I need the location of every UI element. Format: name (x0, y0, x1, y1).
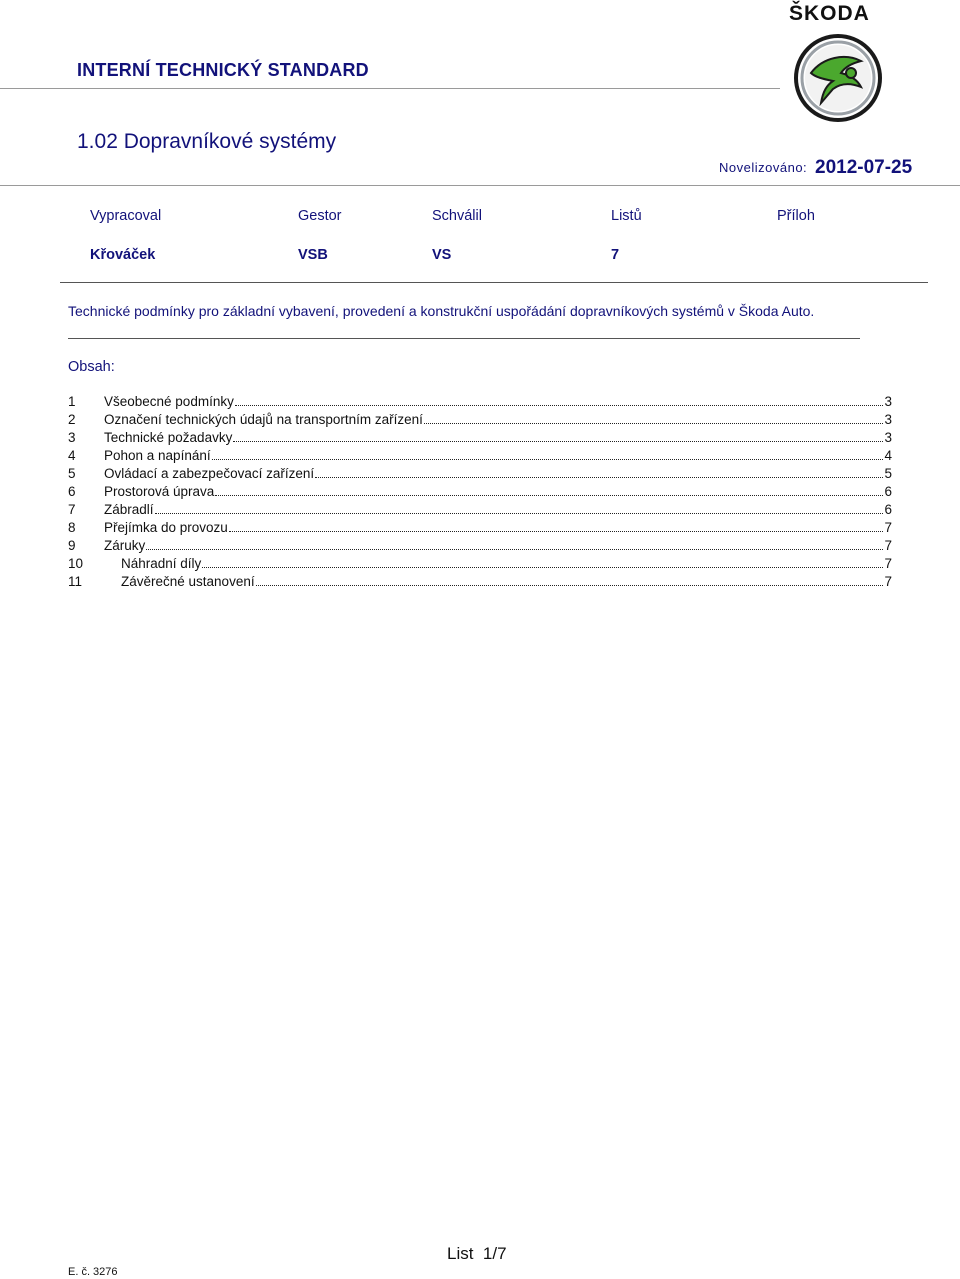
toc-item-title: Všeobecné podmínky (104, 394, 234, 409)
toc-item-title: Závěrečné ustanovení (121, 574, 255, 589)
toc-leader (235, 405, 884, 406)
toc-leader (146, 549, 883, 550)
toc-item[interactable] (68, 502, 892, 520)
page-title: 1.02 Dopravníkové systémy (77, 130, 337, 153)
toc-item[interactable] (68, 394, 892, 412)
toc-item-page: 7 (884, 574, 892, 589)
info-value-author: Křováček (90, 247, 156, 263)
toc-item-page: 3 (884, 394, 892, 409)
info-value-gestor: VSB (298, 247, 328, 263)
toc-item-number: 5 (68, 466, 76, 481)
toc-item-page: 7 (884, 538, 892, 553)
toc-item[interactable] (68, 556, 892, 574)
toc-heading: Obsah: (68, 359, 115, 375)
toc-leader (424, 423, 884, 424)
toc-item-page: 3 (884, 412, 892, 427)
toc-item[interactable] (68, 574, 892, 592)
toc-leader (155, 513, 884, 514)
toc-leader (315, 477, 883, 478)
toc-item-page: 7 (884, 520, 892, 535)
toc-item-number: 1 (68, 394, 76, 409)
info-header-author: Vypracoval (90, 208, 162, 224)
header-divider (0, 88, 780, 89)
info-divider (60, 282, 928, 283)
record-number: E. č. 3276 (68, 1266, 118, 1278)
toc-leader (202, 567, 883, 568)
info-value-approved: VS (432, 247, 452, 263)
toc-item[interactable] (68, 466, 892, 484)
toc-item[interactable] (68, 520, 892, 538)
page-counter: List 1/7 (447, 1244, 507, 1263)
brand-wordmark: ŠKODA (789, 2, 870, 25)
toc-item-page: 5 (884, 466, 892, 481)
info-header-attachments: Příloh (777, 208, 815, 224)
toc-item-number: 4 (68, 448, 76, 463)
toc-item[interactable] (68, 484, 892, 502)
toc-leader (215, 495, 883, 496)
toc-item-number: 8 (68, 520, 76, 535)
toc-item-number: 3 (68, 430, 76, 445)
toc-leader (256, 585, 884, 586)
toc-item-page: 3 (884, 430, 892, 445)
toc-item-title: Záruky (104, 538, 146, 553)
toc-item-title: Zábradlí (104, 502, 154, 517)
toc-item-title: Prostorová úprava (104, 484, 215, 499)
info-header-approved: Schválil (432, 208, 482, 224)
toc-item-page: 4 (884, 448, 892, 463)
toc-item-title: Ovládací a zabezpečovací zařízení (104, 466, 315, 481)
table-of-contents (68, 394, 892, 592)
toc-item-number: 7 (68, 502, 76, 517)
toc-leader (229, 531, 884, 532)
toc-item-number: 2 (68, 412, 76, 427)
toc-leader (212, 459, 884, 460)
revised-label: Novelizováno: (719, 160, 808, 175)
toc-item-title: Technické požadavky (104, 430, 233, 445)
summary-text: Technické podmínky pro základní vybavení, provedení a konstrukční uspořádání dopravníkových systémů v Škoda Auto. (68, 303, 815, 319)
toc-item[interactable] (68, 430, 892, 448)
toc-item-number: 10 (68, 556, 84, 571)
toc-item-number: 6 (68, 484, 76, 499)
toc-item-number: 9 (68, 538, 76, 553)
toc-item-page: 6 (884, 502, 892, 517)
toc-item-title: Náhradní díly (121, 556, 202, 571)
document-kind: INTERNÍ TECHNICKÝ STANDARD (77, 60, 369, 80)
toc-item-number: 11 (68, 574, 83, 589)
toc-item-page: 7 (884, 556, 892, 571)
revised-date: 2012-07-25 (815, 157, 913, 178)
summary-divider (68, 338, 860, 339)
toc-item[interactable] (68, 448, 892, 466)
toc-item[interactable] (68, 538, 892, 556)
toc-item-title: Označení technických údajů na transportním zařízení (104, 412, 423, 427)
toc-item[interactable] (68, 412, 892, 430)
toc-item-title: Přejímka do provozu (104, 520, 228, 535)
info-value-sheets: 7 (611, 247, 620, 263)
toc-item-page: 6 (884, 484, 892, 499)
info-header-gestor: Gestor (298, 208, 342, 224)
skoda-logo-icon (793, 33, 883, 123)
info-header-sheets: Listů (611, 208, 642, 224)
toc-leader (233, 441, 883, 442)
title-divider (0, 185, 960, 186)
toc-item-title: Pohon a napínání (104, 448, 211, 463)
